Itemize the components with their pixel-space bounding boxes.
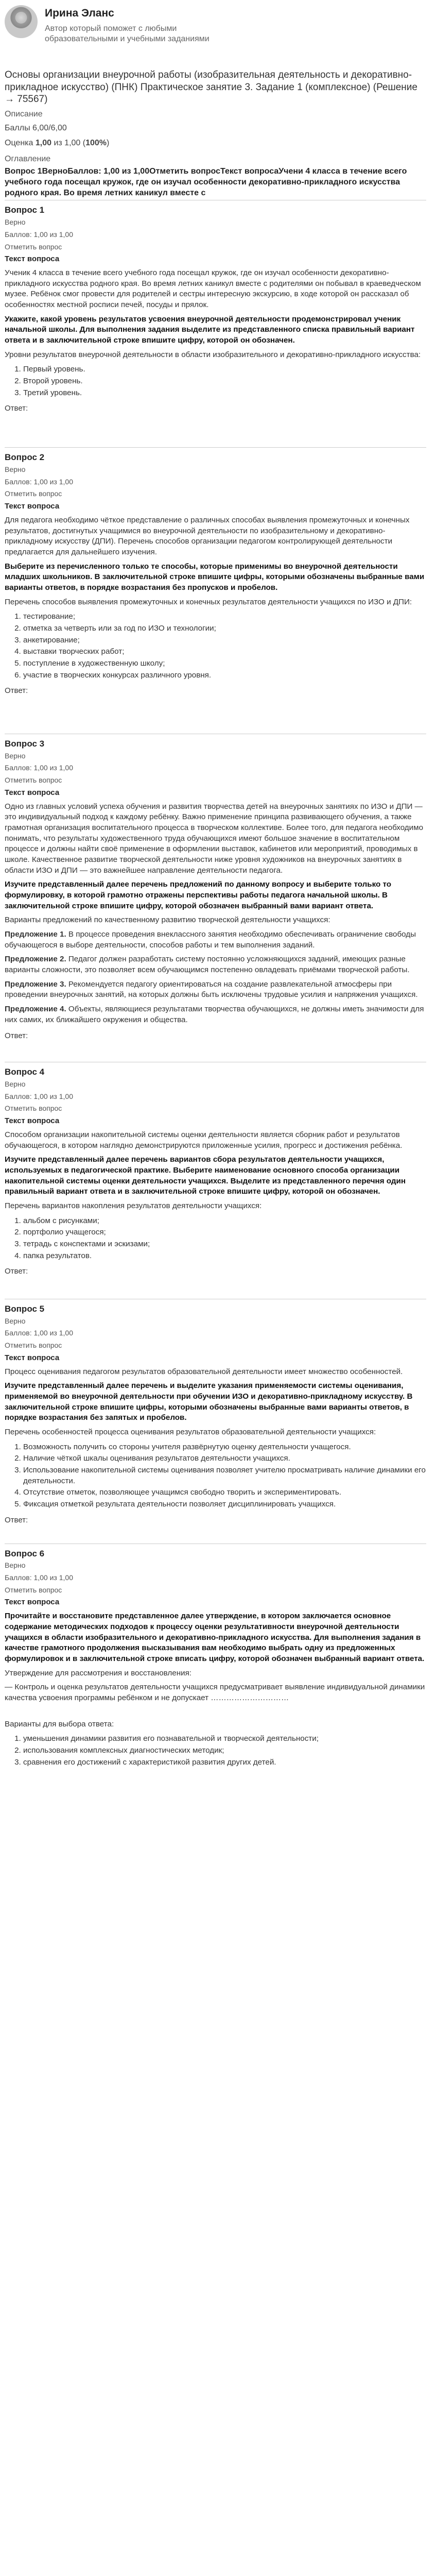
grade-suffix: из 1,00 ( bbox=[51, 138, 86, 147]
option-item: 1. альбом с рисунками; bbox=[23, 1216, 426, 1227]
proposal-text: Объекты, являющиеся результатами творчества обучающихся, не должны иметь значимости для них самих, их ближайшего окружения и общества. bbox=[5, 1005, 424, 1024]
question-block bbox=[5, 734, 426, 1060]
option-item: 5. поступление в художественную школу; bbox=[23, 658, 426, 669]
options-list bbox=[16, 364, 426, 398]
questions-list bbox=[5, 200, 426, 1768]
question-text-label: Текст вопроса bbox=[5, 255, 60, 264]
question-status: Верно bbox=[5, 465, 26, 473]
page-title: Основы организации внеурочной работы (изобразительная деятельность и декоративно-прикладное искусство) (ПНК) Практическое занятие 3. Задание 1 (комплексное) (Решение → 75567) bbox=[5, 70, 417, 105]
options-list bbox=[16, 1216, 426, 1262]
question-paragraph: Варианты для выбора ответа: bbox=[5, 1719, 114, 1728]
options-list bbox=[16, 1442, 426, 1510]
proposal-lead: Предложение 2. bbox=[5, 955, 66, 964]
option-item: 2. Наличие чёткой шкалы оценивания результатов деятельности учащихся. bbox=[23, 1453, 426, 1464]
question-score: Баллов: 1,00 из 1,00 bbox=[5, 477, 73, 486]
option-item: 2. использования комплексных диагностических методик; bbox=[23, 1745, 426, 1756]
question-paragraph: Процесс оценивания педагогом результатов образовательной деятельности имеет множество особенностей. bbox=[5, 1367, 403, 1376]
proposal-text: Рекомендуется педагогу ориентироваться на создание развлекательной атмосферы при проведении внеурочных занятий, на которых должны быть исключены трудовые усилия и напряжения учащихся. bbox=[5, 979, 418, 999]
option-item: 3. тетрадь с конспектами и эскизами; bbox=[23, 1239, 426, 1250]
question-status: Верно bbox=[5, 217, 26, 226]
answer-label: Ответ: bbox=[5, 1031, 28, 1040]
proposal-text: Педагог должен разработать систему постоянно усложняющихся заданий, имеющих разные варианты сложности, это позволяет всем обучающимся постепенно овладевать приёмами творческой работы. bbox=[5, 955, 410, 975]
question-block bbox=[5, 447, 426, 732]
question-paragraph: Способом организации накопительной системы оценки деятельности является сборник работ и результатов обучающегося, в котором наглядно демонстрируются приложенные усилия, прогресс и достижения ребёнка. bbox=[5, 1130, 403, 1150]
question-paragraph: Ученик 4 класса в течение всего учебного года посещал кружок, где он изучал особенности декоративно-прикладного искусства родного края. Во время летних каникул вместе с родителями он побывал в краеведческом музее. Ребёнок смог провести для родителей и сестры интересную экскурсию, в ходе которой он рассказал об особенностях местной росписи печей, посуды и прялок. bbox=[5, 268, 421, 310]
answer-label: Ответ: bbox=[5, 686, 28, 696]
question-paragraph: Прочитайте и восстановите представленное далее утверждение, в котором заключается основное содержание методических подходов к процессу оценки результативности внеурочной деятельности учащихся в области изобразительного и декоративно-прикладного искусства. Для выполнения задания в качестве грамотного продолжения высказывания вам необходимо выбрать одну из предложенных формулировок и в заключительной строке вписать цифру, которой обозначен выбранный вариант ответа. bbox=[5, 1612, 425, 1663]
question-paragraph: — Контроль и оценка результатов деятельности учащихся предусматривает выявление индивидуальной динамики качества усвоения программы ребёнком и не допускает ………………………… bbox=[5, 1683, 425, 1702]
option-item: 5. Фиксация отметкой результата деятельности позволяет дисциплинировать учащихся. bbox=[23, 1499, 426, 1510]
question-paragraph: Изучите представленный далее перечень вариантов сбора результатов деятельности учащихся, используемых в педагогической практике. Выберите наименование основного способа организации накопительной системы оценки деятельности учащихся. Выделите из представленного перечня один правильный вариант ответа и в заключительной строке впишите цифру, которой он обозначен. bbox=[5, 1155, 406, 1196]
option-item: 3. сравнения его достижений с характеристикой развития других детей. bbox=[23, 1757, 426, 1768]
flag-question-link[interactable]: Отметить вопрос bbox=[5, 1341, 62, 1350]
question-title: Вопрос 2 bbox=[5, 452, 45, 463]
author-name[interactable]: Ирина Эланс bbox=[45, 7, 114, 19]
question-paragraph bbox=[5, 979, 426, 1001]
question-block bbox=[5, 1544, 426, 1768]
proposal-lead: Предложение 3. bbox=[5, 979, 66, 989]
question-score: Баллов: 1,00 из 1,00 bbox=[5, 1329, 73, 1337]
question-paragraph: Перечень особенностей процесса оценивания результатов образовательной деятельности учащихся: bbox=[5, 1428, 376, 1437]
answer-label: Ответ: bbox=[5, 1515, 28, 1524]
contents-label: Оглавление bbox=[5, 154, 51, 163]
option-item: 6. участие в творческих конкурсах различного уровня. bbox=[23, 670, 426, 681]
flag-question-link[interactable]: Отметить вопрос bbox=[5, 1585, 62, 1594]
option-item: 3. анкетирование; bbox=[23, 635, 426, 646]
question-title: Вопрос 6 bbox=[5, 1548, 45, 1558]
score-line: Баллы 6,00/6,00 bbox=[5, 123, 67, 132]
question-paragraph bbox=[5, 954, 426, 975]
description-label: Описание bbox=[5, 109, 43, 118]
answer-label: Ответ: bbox=[5, 1267, 28, 1276]
grade-value: 1,00 bbox=[35, 138, 51, 147]
question-paragraph: Перечень вариантов накопления результатов деятельности учащихся: bbox=[5, 1201, 262, 1210]
question-score: Баллов: 1,00 из 1,00 bbox=[5, 230, 73, 239]
author-header bbox=[5, 0, 426, 64]
question-paragraph bbox=[5, 929, 426, 951]
question-paragraph: Варианты предложений по качественному развитию творческой деятельности учащихся: bbox=[5, 916, 330, 925]
question-score: Баллов: 1,00 из 1,00 bbox=[5, 764, 73, 772]
question-paragraph: Выберите из перечисленного только те способы, которые применимы во внеурочной деятельности младших школьников. В заключительной строке впишите цифры, которыми обозначены выбранные вами варианты ответов, в порядке возрастания без пропусков и пробелов. bbox=[5, 562, 425, 592]
grade-close: ) bbox=[107, 138, 110, 147]
question-text-label: Текст вопроса bbox=[5, 1598, 60, 1607]
option-item: 4. Отсутствие отметок, позволяющее учащимся свободно творить и экспериментировать. bbox=[23, 1487, 426, 1498]
grade-prefix: Оценка bbox=[5, 138, 36, 147]
proposal-text: В процессе проведения внеклассного занятия необходимо обеспечивать ограничение свободы обучающегося в выборе деятельности, способов работы и тем выполнения заданий. bbox=[5, 930, 416, 950]
option-item: 4. выставки творческих работ; bbox=[23, 647, 426, 657]
proposal-lead: Предложение 4. bbox=[5, 1005, 66, 1014]
question-status: Верно bbox=[5, 751, 26, 760]
option-item: 2. портфолио учащегося; bbox=[23, 1227, 426, 1238]
question-text-label: Текст вопроса bbox=[5, 502, 60, 511]
grade-percent: 100% bbox=[85, 138, 107, 147]
question-paragraph: Одно из главных условий успеха обучения и развития творчества детей на внеурочных занятиях по ИЗО и ДПИ — это индивидуальный подход к каждому ребёнку. Важно применение принципа развивающего обучения, а также грамотная организация воспитательного процесса в творческом коллективе. Более того, для педагога необходимо понимать, что результаты художественного труда обучающихся имеют большое значение в воспитательном процессе и должны найти своё применение в оформлении выставок, кабинетов или мероприятий, проводимых в школе. Качественное развитие творческой деятельности ниже уровня художников на внеурочных занятиях в области ИЗО и ДПИ — это важнейшее направление деятельности педагога. bbox=[5, 802, 424, 875]
option-item: 2. отметка за четверть или за год по ИЗО и технологии; bbox=[23, 623, 426, 634]
author-info bbox=[45, 5, 220, 44]
question-divider bbox=[5, 447, 426, 448]
intro-text: Вопрос 1ВерноБаллов: 1,00 из 1,00Отметить вопросТекст вопросаУчени 4 класса в течение всего учебного года посещал кружок, где он изучал особенности декоративно-прикладного искусства родного края. Во время летних каникул вместе с bbox=[5, 167, 407, 197]
question-score: Баллов: 1,00 из 1,00 bbox=[5, 1573, 73, 1582]
question-paragraph: Укажите, какой уровень результатов усвоения внеурочной деятельности продемонстрировал ученик начальной школы. Для выполнения задания выделите из представленного списка правильный вариант ответа и в заключительной строке впишите цифру, которой он обозначен. bbox=[5, 314, 415, 345]
question-title: Вопрос 1 bbox=[5, 205, 45, 215]
question-status: Верно bbox=[5, 1316, 26, 1325]
question-paragraph bbox=[5, 1004, 426, 1025]
option-item: 4. папка результатов. bbox=[23, 1251, 426, 1262]
option-item: 1. тестирование; bbox=[23, 612, 426, 622]
question-title: Вопрос 4 bbox=[5, 1067, 45, 1077]
question-title: Вопрос 5 bbox=[5, 1304, 45, 1314]
option-item: 1. Возможность получить со стороны учителя развёрнутую оценку деятельности учащегося. bbox=[23, 1442, 426, 1453]
option-item: 1. Первый уровень. bbox=[23, 364, 426, 375]
question-text-label: Текст вопроса bbox=[5, 1116, 60, 1126]
question-status: Верно bbox=[5, 1561, 26, 1570]
question-block bbox=[5, 200, 426, 446]
flag-question-link[interactable]: Отметить вопрос bbox=[5, 776, 62, 785]
flag-question-link[interactable]: Отметить вопрос bbox=[5, 242, 62, 251]
question-paragraph: Уровни результатов внеурочной деятельности в области изобразительного и декоративно-прикладного искусства: bbox=[5, 350, 421, 359]
option-item: 1. уменьшения динамики развития его познавательной и творческой деятельности; bbox=[23, 1734, 426, 1744]
proposal-lead: Предложение 1. bbox=[5, 930, 66, 939]
question-paragraph bbox=[5, 1707, 426, 1716]
option-item: 2. Второй уровень. bbox=[23, 376, 426, 387]
option-item: 3. Использование накопительной системы оценивания позволяет учителю просматривать наличие динамики его деятельности. bbox=[23, 1465, 426, 1486]
question-paragraph: Перечень способов выявления промежуточных и конечных результатов деятельности учащихся по ИЗО и ДПИ: bbox=[5, 597, 412, 606]
question-paragraph: Для педагога необходимо чёткое представление о различных способах выявления промежуточных и конечных результатов, достигнутых учащимися во внеурочной деятельности по изобразительному и декоративно-прикладному искусству (ДПИ). Перечень способов организации педагогом контролирующей деятельности предлагается для дальнейшего изучения. bbox=[5, 515, 410, 556]
question-block bbox=[5, 1299, 426, 1541]
flag-question-link[interactable]: Отметить вопрос bbox=[5, 489, 62, 498]
question-score: Баллов: 1,00 из 1,00 bbox=[5, 1092, 73, 1100]
grade-line bbox=[5, 138, 426, 148]
question-text-label: Текст вопроса bbox=[5, 1353, 60, 1362]
flag-question-link[interactable]: Отметить вопрос bbox=[5, 1104, 62, 1113]
options-list bbox=[16, 1734, 426, 1768]
option-item: 3. Третий уровень. bbox=[23, 388, 426, 399]
author-description: Автор который поможет с любыми образовательными и учебными заданиями bbox=[45, 24, 210, 43]
author-avatar[interactable] bbox=[5, 5, 38, 38]
question-paragraph: Изучите представленный далее перечень предложений по данному вопросу и выберите только то формулировку, в которой грамотно отражены перспективы работы педагога начальной школы. В заключительной строке впишите цифру, которой обозначен выбранный вами вариант ответа. bbox=[5, 880, 391, 910]
question-text-label: Текст вопроса bbox=[5, 788, 60, 797]
question-title: Вопрос 3 bbox=[5, 739, 45, 749]
question-status: Верно bbox=[5, 1079, 26, 1088]
answer-label: Ответ: bbox=[5, 404, 28, 413]
options-list bbox=[16, 612, 426, 681]
question-block bbox=[5, 1062, 426, 1297]
question-paragraph: Утверждение для рассмотрения и восстановления: bbox=[5, 1668, 192, 1677]
question-paragraph: Изучите представленный далее перечень и выделите указания применяемости системы оценивания, применяемой во внеурочной деятельности при обучении ИЗО и декоративно-прикладному искусству. В заключительной строке впишите цифры, которыми обозначены выбранные вами варианты ответов, в порядке возрастания без запятых и пробелов. bbox=[5, 1381, 413, 1422]
